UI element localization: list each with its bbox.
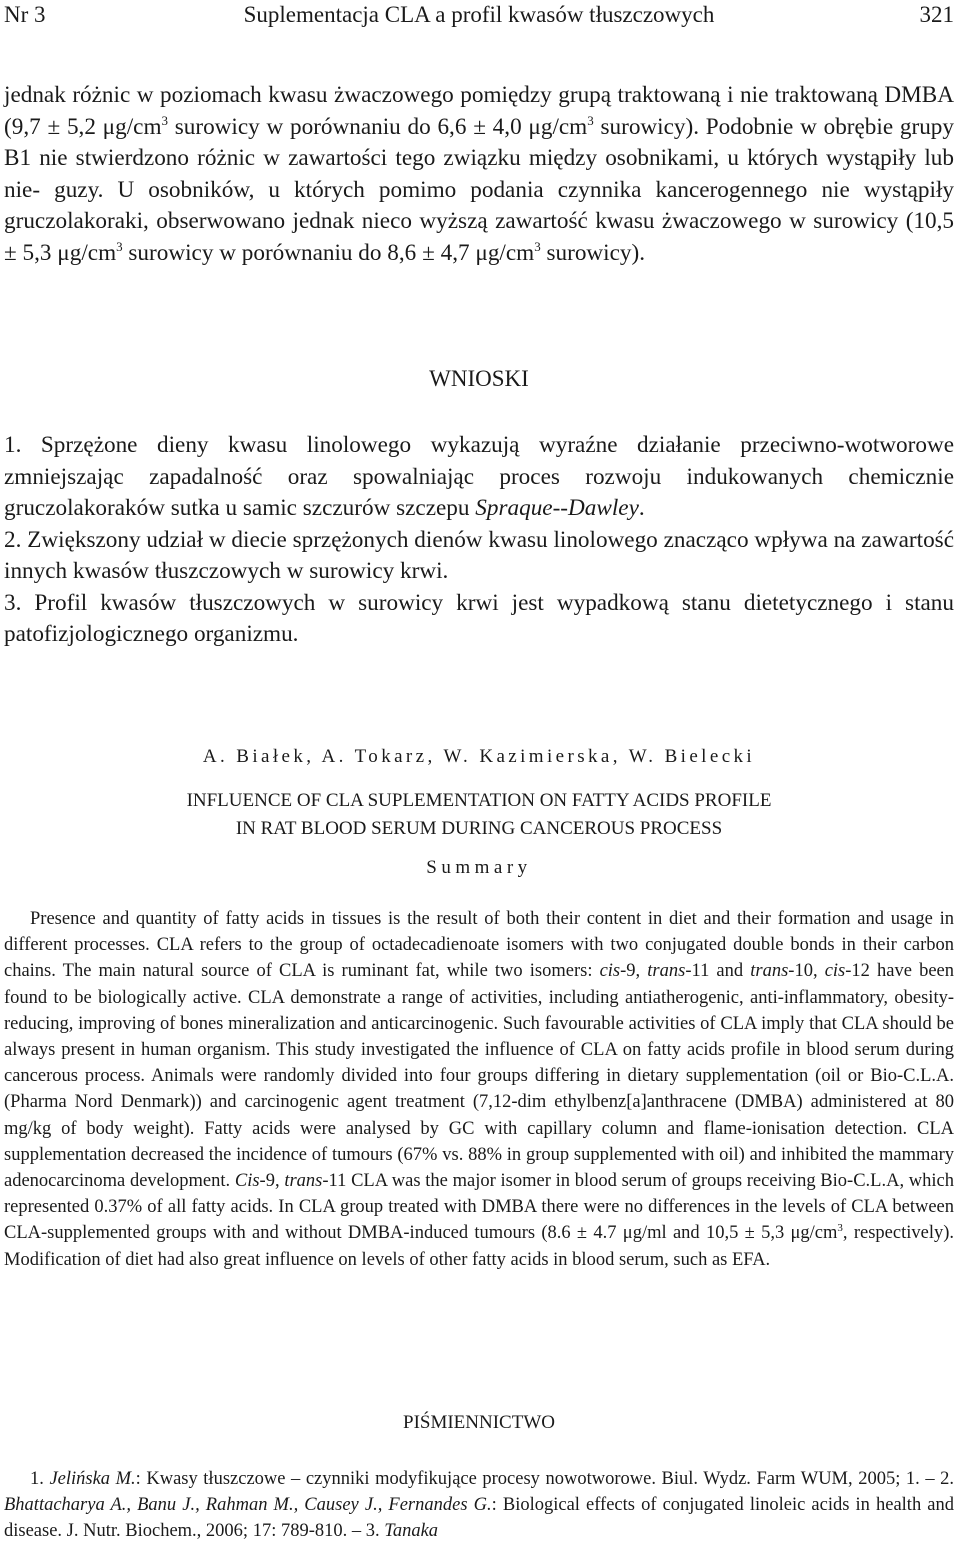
italic-run: trans [647,961,686,982]
italic-run: cis [824,961,846,982]
text-run: -12 have been found to be biologically active. CLA demonstrate a range of activities, including antiatherogenic, anti-inflammatory, obesity-reducing, improving of bones mineralization and anticarcinogenic. Such favourable activities of CLA imply that CLA should be always present in human organism. This study investigated the influence of CLA on fatty acids profile in blood serum during cancerous process. Animals were randomly divided into four groups differing in dietary supplementation (oil or Bio-C.L.A. (Pharma Nord Denmark)) and carcinogenic agent treatment (7,12-dim ethylbenz[a]anthracene (DMBA) administered at 80 mg/kg of body weight). Fatty acids were analysed by GC with capillary column and flame-ionisation detection. CLA supplementation decreased the incidence of tumours (67% vs. 88% in group supplemented with oil) and inhibited the mammary adenocarcinoma development. [4,961,954,1192]
conclusion-item [4,430,954,525]
page-number: 321 [919,2,954,27]
english-title [4,787,954,843]
italic-run: trans [284,1171,323,1192]
reference-author: Tanaka [384,1521,439,1542]
text-run: . [638,495,645,521]
references-heading: PIŚMIENNICTWO [403,1412,555,1433]
text-run: Presence and quantity of fatty acids in tissues is the result of both their content in diet and their formation and usage in different processes. CLA refers to the group of octadecadienoate isomers with two conjugated double bonds in their carbon chains. The main natural source of CLA is ruminant fat, while two isomers: [4,909,954,982]
reference-author: Jelińska M. [49,1469,136,1489]
title-line: IN RAT BLOOD SERUM DURING CANCEROUS PROCESS [235,818,723,839]
conclusion-item: 3. Profil kwasów tłuszczowych w surowicy krwi jest wypadkową stanu dietetycznego i stanu patofizjologicznego organizmu. [4,589,954,647]
italic-run: Cis [234,1171,260,1192]
title-line: INFLUENCE OF CLA SUPLEMENTATION ON FATTY ACIDS PROFILE [186,790,772,811]
references-list [4,1466,954,1545]
text-run: : Biological effects of conjugated linoleic acids in health and disease. J. Nutr. Biochem., 2006; 17: 789-810. – 3. [4,1495,955,1542]
running-title: Suplementacja CLA a profil kwasów tłuszczowych [243,2,715,27]
text-run: jednak różnic w poziomach kwasu żwaczowego pomiędzy grupą traktowaną i nie traktowaną DMBA (9,7 ± 5,2 μg/cm [4,82,954,140]
strain-name: Spraque--Dawley [475,495,639,521]
running-header [4,2,954,32]
text-run: surowicy w porównaniu do 6,6 ± 4,0 μg/cm [167,113,588,140]
conclusions-heading: WNIOSKI [429,366,529,391]
results-paragraph [4,80,954,269]
superscript: 3 [534,238,541,254]
superscript: 3 [116,238,123,254]
conclusions-list [4,430,954,651]
text-run: -11 CLA was the major isomer in blood serum of groups receiving Bio-C.L.A, which represented 0.37% of all fatty acids. In CLA group treated with DMBA there were no differences in the levels of CLA between CLA-supplemented groups with and without DMBA-induced tumours (8.6 ± 4.7 μg/ml and 10,5 ± 5,3 μg/cm [4,1171,955,1244]
text-run: -10, [788,961,825,982]
text-run: -11 and [685,961,751,982]
text-run: surowicy). Podobnie w obrębie grupy B1 nie stwierdzono różnic w zawartości tego związku między osobnikami, u których wystąpiły lub nie- guzy. U osobników, u których pomimo podania czynnika kancerogennego nie wystąpiły gruczolakoraki, obserwowano jednak nieco wyższą zawartość kwasu żwaczowego w surowicy (10,5 ± 5,3 μg/cm [4,113,954,266]
text-run: 1. Sprzężone dieny kwasu linolowego wykazują wyraźne działanie przeciwno-wotworowe zmniejszając zapadalność oraz spowalniając proces rozwoju indukowanych chemicznie gruczolakoraków sutka u samic szczurów szczepu [4,432,954,521]
superscript: 3 [161,112,168,128]
text-run: surowicy w porównaniu do 8,6 ± 4,7 μg/cm [122,239,535,266]
italic-run: trans [750,961,789,982]
superscript: 3 [587,112,594,128]
text-run: -9, [259,1171,285,1192]
summary-paragraph [4,906,954,1273]
author-list: A. Białek, A. Tokarz, W. Kazimierska, W. Bielecki [202,746,756,767]
text-run: surowicy). [540,239,646,266]
superscript: 3 [837,1222,843,1235]
conclusion-item: 2. Zwiększony udział w diecie sprzężonych dienów kwasu linolowego znacząco wpływa na zawartość innych kwasów tłuszczowych w surowicy krwi. [4,526,954,584]
text-run: 1. [30,1469,50,1489]
text-run: -9, [620,961,648,982]
italic-run: cis [599,961,621,982]
reference-author: Bhattacharya A., Banu J., Rahman M., Causey J., Fernandes G. [4,1495,492,1516]
text-run: , respectively). Modification of diet had also great influence on levels of other fatty acids in blood serum, such as EFA. [4,1223,954,1270]
issue-number: Nr 3 [4,2,46,27]
summary-heading: Summary [426,857,532,878]
text-run: : Kwasy tłuszczowe – czynniki modyfikujące procesy nowotworowe. Biul. Wydz. Farm WUM, 2005; 1. – 2. [135,1469,955,1489]
